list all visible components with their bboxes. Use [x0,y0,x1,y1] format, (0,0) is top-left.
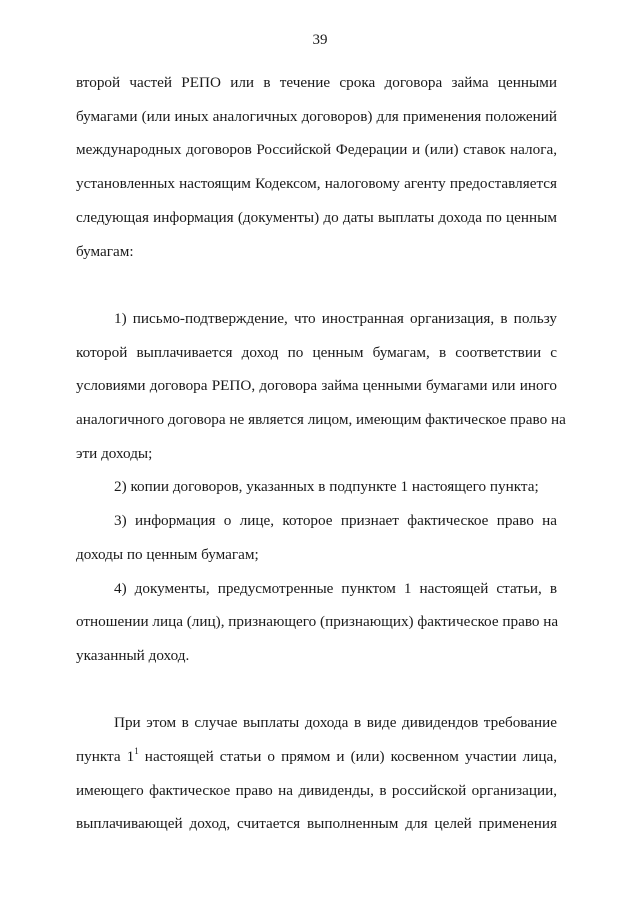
text-line: бумагам: [76,242,134,260]
paragraph-dividends [76,706,557,841]
list-item-3 [76,504,557,571]
text-line: доходы по ценным бумагам; [76,545,259,563]
list-item-2 [76,470,557,504]
text-line: 4) документы, предусмотренные пунктом 1 настоящей статьи, в [114,579,557,597]
text-line: эти доходы; [76,444,153,462]
text-line: 3) информация о лице, которое признает фактическое право на [114,512,557,530]
line-segment: настоящей статьи о прямом и (или) косвенном участии лица, [138,748,557,766]
text-line: второй частей РЕПО или в течение срока договора займа ценными [76,74,557,91]
text-line: При этом в случае выплаты дохода в виде дивидендов требование [114,714,557,732]
text-line: условиями договора РЕПО, договора займа ценными бумагами или иного [76,377,557,395]
text-line: бумагами (или иных аналогичных договоров) для применения положений [76,107,557,125]
superscript: 1 [134,746,139,757]
list-item-1 [76,302,566,471]
text-line: указанный доход. [76,646,190,664]
text-line: выплачивающей доход, считается выполненным для целей применения [76,815,557,833]
text-line: следующая информация (документы) до даты выплаты дохода по ценным [76,208,557,226]
list-item-4 [76,572,557,673]
text-line: международных договоров Российской Федерации и (или) ставок налога, [76,141,557,159]
line-segment: пункта 1 [76,748,135,766]
page-number: 39 [312,32,328,48]
text-line: 2) копии договоров, указанных в подпункте 1 настоящего пункта; [114,478,539,496]
text-line: отношении лица (лиц), признающего (признающих) фактическое право на [76,613,559,631]
text-line: 1) письмо-подтверждение, что иностранная организация, в пользу [114,309,557,327]
document-body [76,66,566,841]
text-line: установленных настоящим Кодексом, налоговому агенту предоставляется [76,175,557,193]
text-line-with-superscript [76,740,557,774]
text-line: имеющего фактическое право на дивиденды, в российской организации, [76,781,557,799]
text-line: которой выплачивается доход по ценным бумагам, в соответствии с [76,343,557,361]
paragraph-continuation [76,66,557,268]
text-line: аналогичного договора не является лицом, имеющим фактическое право на [76,411,566,429]
